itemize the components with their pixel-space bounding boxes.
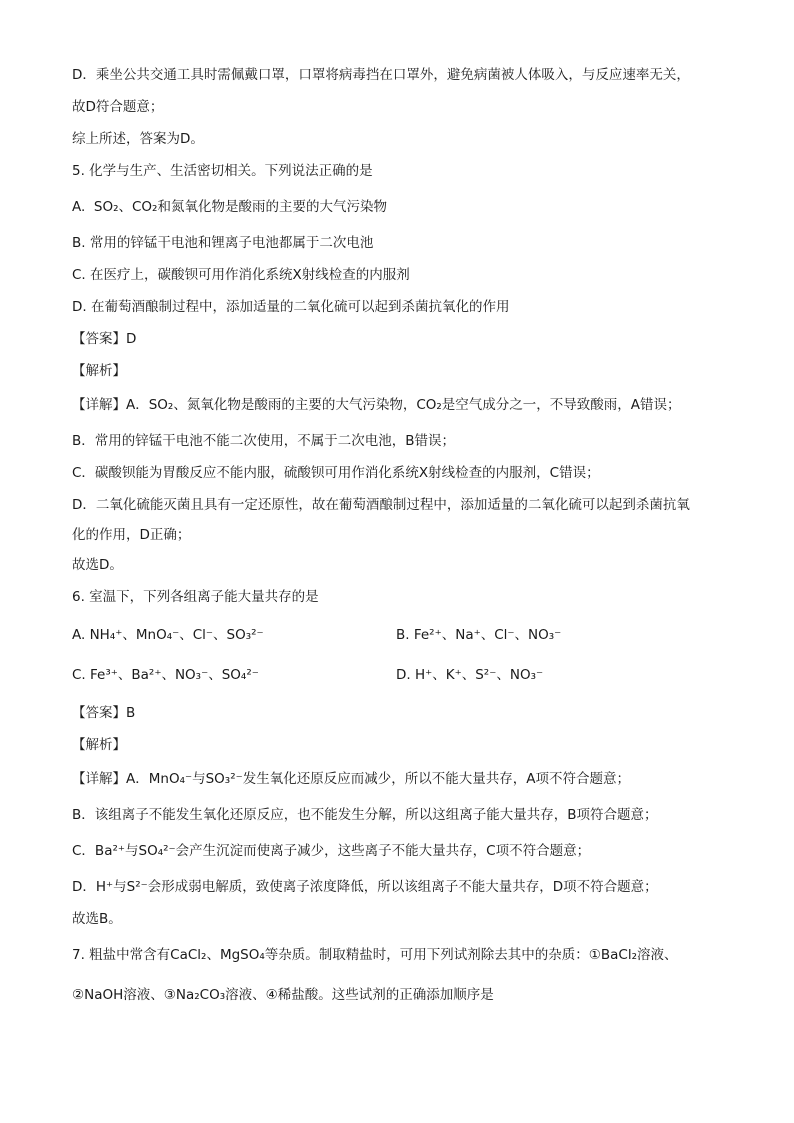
q5-option-a bbox=[72, 198, 387, 216]
q7-stem-line2: ②NaOH溶液、③Na₂CO₃溶液、④稀盐酸。这些试剂的正确添加顺序是 bbox=[72, 987, 494, 1003]
q7-stem-line1: 7. 粗盐中常含有CaCl₂、MgSO₄等杂质。制取精盐时，可用下列试剂除去其中的杂质：①BaCl₂溶液、 bbox=[72, 947, 678, 963]
q6-analysis-heading: 【解析】 bbox=[72, 737, 126, 753]
q4-summary: 综上所述，答案为D。 bbox=[72, 131, 204, 147]
q5-stem: 5. 化学与生产、生活密切相关。下列说法正确的是 bbox=[72, 163, 373, 179]
q4-option-d-line2: 故D符合题意； bbox=[72, 99, 164, 115]
q6-option-a: A. NH₄⁺、MnO₄⁻、Cl⁻、SO₃²⁻ bbox=[72, 627, 264, 643]
q5-option-d: D. 在葡萄酒酿制过程中，添加适量的二氧化硫可以起到杀菌抗氧化的作用 bbox=[72, 299, 510, 315]
q5-detail-b: B．常用的锌锰干电池不能二次使用，不属于二次电池，B错误； bbox=[72, 433, 456, 449]
q6-detail-d: D．H⁺与S²⁻会形成弱电解质，致使离子浓度降低，所以该组离子不能大量共存，D项不符合题意； bbox=[72, 879, 658, 895]
q5-detail-d-line1: D．二氧化硫能灭菌且具有一定还原性，故在葡萄酒酿制过程中，添加适量的二氧化硫可以起到杀菌抗氧 bbox=[72, 497, 690, 513]
q4-option-d-line1: D．乘坐公共交通工具时需佩戴口罩，口罩将病毒挡在口罩外，避免病菌被人体吸入，与反应速率无关， bbox=[72, 67, 690, 83]
q5-option-c: C. 在医疗上，碳酸钡可用作消化系统X射线检查的内服剂 bbox=[72, 267, 410, 283]
q6-conclusion: 故选B。 bbox=[72, 911, 122, 927]
q5-analysis-heading: 【解析】 bbox=[72, 363, 126, 379]
q5-option-a-formula: SO₂、CO₂ bbox=[93, 199, 158, 215]
q6-option-c: C. Fe³⁺、Ba²⁺、NO₃⁻、SO₄²⁻ bbox=[72, 667, 259, 683]
q5-option-a-text: 和氮氧化物是酸雨的主要的大气污染物 bbox=[157, 199, 387, 215]
q5-detail-a: 【详解】A．SO₂、氮氧化物是酸雨的主要的大气污染物，CO₂是空气成分之一，不导致酸雨，A错误； bbox=[72, 397, 681, 413]
q6-detail-a: 【详解】A．MnO₄⁻与SO₃²⁻发生氧化还原反应而减少，所以不能大量共存，A项不符合题意； bbox=[72, 771, 630, 787]
q5-conclusion: 故选D。 bbox=[72, 557, 123, 573]
q5-option-a-prefix: A. bbox=[72, 199, 86, 215]
q6-stem: 6. 室温下，下列各组离子能大量共存的是 bbox=[72, 589, 319, 605]
q6-answer: 【答案】B bbox=[72, 705, 136, 721]
q5-detail-c: C．碳酸钡能为胃酸反应不能内服，硫酸钡可用作消化系统X射线检查的内服剂，C错误； bbox=[72, 465, 600, 481]
q6-detail-b: B．该组离子不能发生氧化还原反应，也不能发生分解，所以这组离子能大量共存，B项符合题意； bbox=[72, 807, 658, 823]
q5-detail-d-line2: 化的作用，D正确； bbox=[72, 527, 191, 543]
q6-detail-c: C．Ba²⁺与SO₄²⁻会产生沉淀而使离子减少，这些离子不能大量共存，C项不符合题意； bbox=[72, 843, 591, 859]
q5-answer: 【答案】D bbox=[72, 331, 137, 347]
q5-option-b: B. 常用的锌锰干电池和锂离子电池都属于二次电池 bbox=[72, 235, 374, 251]
q6-option-d: D. H⁺、K⁺、S²⁻、NO₃⁻ bbox=[396, 667, 544, 683]
q6-option-b: B. Fe²⁺、Na⁺、Cl⁻、NO₃⁻ bbox=[396, 627, 562, 643]
